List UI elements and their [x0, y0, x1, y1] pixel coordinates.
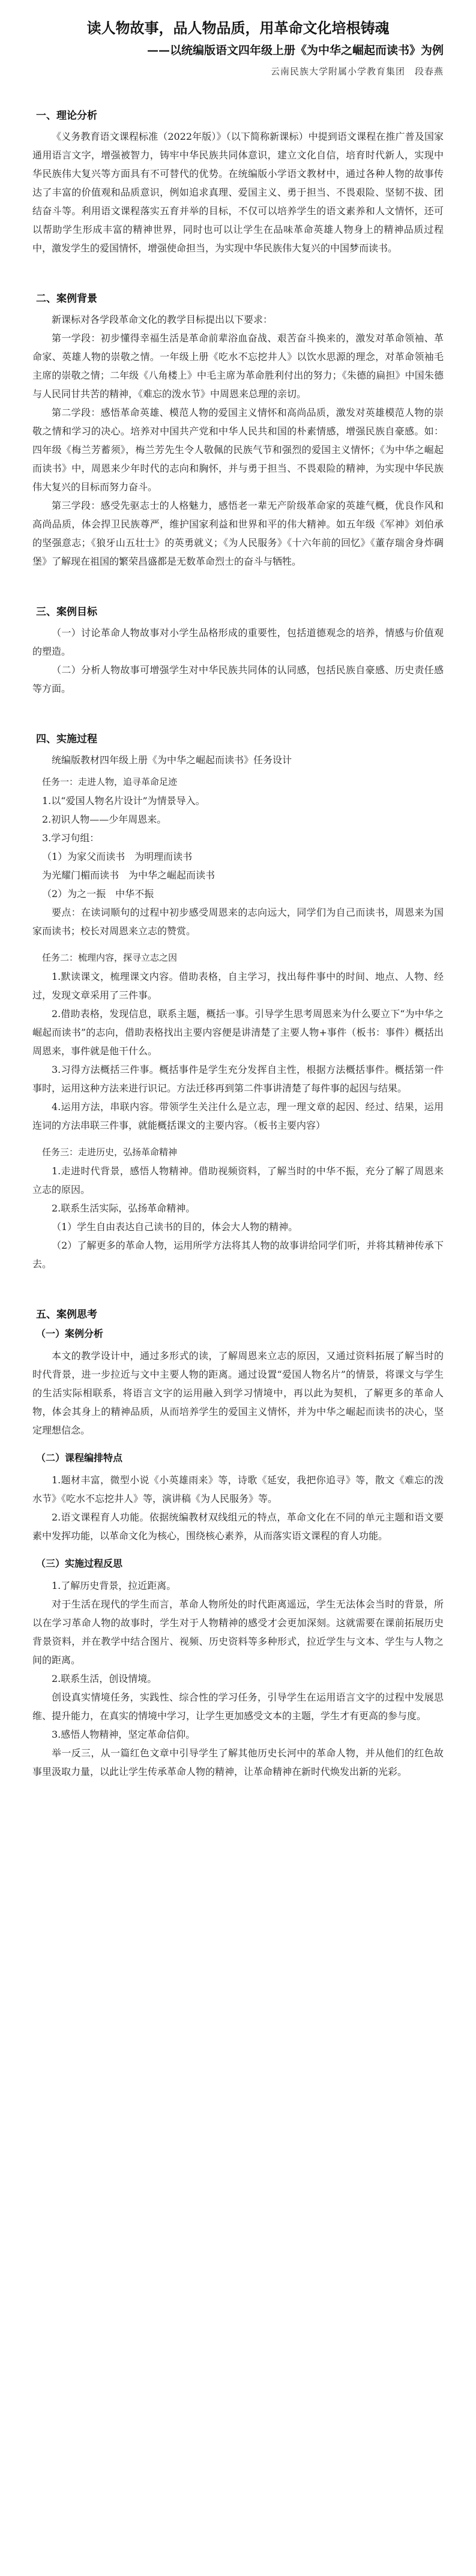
subsection-heading: （二）课程编排特点	[36, 1452, 123, 1464]
section-heading: 一、理论分析	[36, 110, 97, 122]
section-theory	[32, 108, 444, 257]
paragraph: 本文的教学设计中，通过多形式的读，了解周恩来立志的原因，又通过资料拓展了解当时的时代背景，进一步拉近与文中主要人物的距离。通过设置“爱国人物名片”的情景，将课文与学生的生活实际相联系，将语言文字的运用融入到学习情境中，再以此为契机，了解更多的革命人物，体会其身上的精神品质，从而培养学生的爱国主义情怀，并为中华之崛起而读书的决心，坚定理想信念。	[32, 1350, 444, 1436]
list-item: 为光耀门楣而读书 为中华之崛起而读书	[42, 869, 215, 881]
task-heading: 任务一：走进人物，追寻革命足迹	[42, 776, 178, 787]
section-heading: 五、案例思考	[36, 1309, 97, 1321]
paragraph: 《义务教育语文课程标准（2022年版）》（以下简称新课标）中提到语文课程在推广普及国家通用语言文字，增强被智力，铸牢中华民族共同体意识，建立文化自信，培育时代新人，实现中华民族伟大复兴等方面具有不可替代的优势。在统编版小学语文教材中，通过各种人物的故事传达了丰富的价值观和品质意识，例如追求真理、爱国主义、勇于担当、不畏艰险、坚韧不拔、团结奋斗等。利用语文课程落实五育并举的目标，不仅可以培养学生的语文素养和人文情怀，还可以帮助学生形成丰富的精神世界，同时也可以让学生在品味革命英雄人物身上的精神品质过程中，激发学生的爱国情怀，增强使命担当，为实现中华民族伟大复兴的中国梦而读书。	[32, 131, 444, 254]
list-item: 1.默读课文，梳理课文内容。借助表格，自主学习，找出每件事中的时间、地点、人物、经过，发现文章采用了三件事。	[32, 971, 444, 1001]
paragraph: 第二学段：感悟革命英雄、模范人物的爱国主义情怀和高尚品质，激发对英雄模范人物的崇敬之情和学习的决心。培养对中国共产党和中华人民共和国的朴素情感，增强民族自豪感。如：四年级《梅兰芳蓄须》，梅兰芳先生令人敬佩的民族气节和强烈的爱国主义情怀；《为中华之崛起而读书》中，周恩来少年时代的志向和胸怀，并与勇于担当、不畏艰险的精神，为实现中华民族伟大复兴的目标而努力奋斗。	[32, 407, 444, 493]
list-item: 1.走进时代背景，感悟人物精神。借助视频资料，了解当时的中华不振，充分了解了周恩来立志的原因。	[32, 1165, 444, 1195]
paragraph: 举一反三，从一篇红色文章中引导学生了解其他历史长河中的革命人物，并从他们的红色故事里汲取力量，以此让学生传承革命人物的精神，让革命精神在新时代焕发出新的光彩。	[32, 1747, 444, 1777]
subsection-heading: （三）实施过程反思	[36, 1558, 123, 1569]
task-heading: 任务三：走进历史，弘扬革命精神	[42, 1147, 178, 1157]
article-subtitle: ——以统编版语文四年级上册《为中华之崛起而读书》为例	[146, 44, 444, 57]
list-item: 2.联系生活实际，弘扬革命精神。	[52, 1202, 196, 1214]
list-item: 3.学习句组：	[42, 832, 100, 844]
paragraph: 第一学段：初步懂得幸福生活是革命前辈浴血奋战、艰苦奋斗换来的，激发对革命领袖、革命家、英雄人物的崇敬之情。一年级上册《吃水不忘挖井人》以饮水思源的理念，对革命领袖毛主席的崇敬之情；二年级《八角楼上》中毛主席为革命胜利付出的努力；《朱德的扁担》中国朱德与人民同甘共苦的精神，《难忘的泼水节》中周恩来总理的亲切。	[32, 332, 444, 400]
paragraph: 1.了解历史背景，拉近距离。	[52, 1580, 176, 1591]
section-goals	[32, 604, 444, 698]
paragraph: 1.题材丰富，微型小说《小英雄雨来》等，诗歌《延安，我把你追寻》等，散文《难忘的泼水节》《吃水不忘挖井人》等，演讲稿《为人民服务》等。	[32, 1474, 444, 1504]
paragraph: 2.联系生活，创设情境。	[52, 1673, 157, 1684]
list-item: （1）为家父而读书 为明理而读书	[42, 851, 193, 862]
paragraph: 2.语文课程育人功能。依据统编教材双线组元的特点，革命文化在不同的单元主题和语文要素中发挥功能，以革命文化为核心，围绕核心素养，从而落实语文课程的育人功能。	[32, 1512, 444, 1542]
paragraph: （一）讨论革命人物故事对小学生品格形成的重要性，包括道德观念的培养，情感与价值观的塑造。	[32, 627, 444, 657]
paragraph: 第三学段：感受先驱志士的人格魅力，感悟老一辈无产阶级革命家的英雄气概，优良作风和高尚品质，体会捍卫民族尊严，维护国家利益和世界和平的伟大精神。如五年级《军神》刘伯承的坚强意志；《狼牙山五壮士》的英勇就义；《为人民服务》《十六年前的回忆》《董存瑞舍身炸碉堡》了解现在祖国的繁荣昌盛都是无数革命烈士的奋斗与牺牲。	[32, 500, 444, 567]
paragraph: 新课标对各学段革命文化的教学目标提出以下要求：	[52, 314, 273, 325]
subsection-heading: （一）案例分析	[36, 1328, 104, 1339]
section-heading: 四、实施过程	[36, 733, 97, 745]
paragraph: 对于生活在现代的学生而言，革命人物所处的时代距离遥远，学生无法体会当时的背景，所以在学习革命人物的故事时，学生对于人物精神的感受才会更加深刻。这就需要在课前拓展历史背景资料，并在教学中结合图片、视频、历史资料等多种形式，拉近学生与文本、学生与人物之间的距离。	[32, 1599, 444, 1666]
list-item: （2）了解更多的革命人物，运用所学方法将其人物的故事讲给同学们听，并将其精神传承下去。	[32, 1240, 444, 1270]
author-line: 云南民族大学附属小学教育集团 段春燕	[270, 66, 444, 77]
list-item: 1.以“爱国人物名片设计”为情景导入。	[42, 795, 205, 806]
paragraph: 创设真实情境任务，实践性、综合性的学习任务，引导学生在运用语言文字的过程中发展思维、提升能力，在真实的情境中学习，让学生更加感受文本的主题，学生才有更高的参与度。	[32, 1692, 444, 1722]
list-item: （2）为之一振 中华不振	[42, 888, 154, 899]
paragraph: 统编版教材四年级上册《为中华之崛起而读书》任务设计	[52, 754, 292, 766]
list-item: （1）学生自由表达自己读书的目的，体会大人物的精神。	[52, 1221, 298, 1232]
article-title: 读人物故事，品人物品质，用革命文化培根铸魂	[86, 19, 390, 37]
section-reflection	[32, 1307, 444, 1781]
list-item: 3.习得方法概括三件事。概括事件是学生充分发挥自主性，根据方法概括事件。概括第一件事时，运用这种方法来进行识记。方法迁移再到第二件事讲清楚了每件事的起因与结果。	[32, 1064, 444, 1094]
section-process	[32, 731, 444, 1273]
section-background	[32, 291, 444, 571]
list-item: 2.借助表格，发现信息，联系主题，概括一事。引导学生思考周恩来为什么要立下“为中华之崛起而读书”的志向，借助表格找出主要内容便是讲清楚了主要人物+事件（板书：事件）概括出周恩来，事件就是他干什么。	[32, 1008, 444, 1057]
task-heading: 任务二：梳理内容，探寻立志之因	[42, 952, 178, 963]
paragraph: 要点：在读词顺句的过程中初步感受周恩来的志向远大，同学们为自己而读书，周恩来为国家而读书；校长对周恩来立志的赞赏。	[32, 907, 444, 937]
list-item: 2.初识人物——少年周恩来。	[42, 814, 167, 825]
paragraph: （二）分析人物故事可增强学生对中华民族共同体的认同感，包括民族自豪感、历史责任感等方面。	[32, 664, 444, 694]
section-heading: 二、案例背景	[36, 293, 97, 305]
list-item: 4.运用方法，串联内容。带领学生关注什么是立志，理一理文章的起因、经过、结果，运用连词的方法串联三件事，就能概括课文的主要内容。（板书主要内容）	[32, 1101, 444, 1131]
section-heading: 三、案例目标	[36, 606, 97, 618]
paragraph: 3.感悟人物精神，坚定革命信仰。	[52, 1729, 196, 1740]
